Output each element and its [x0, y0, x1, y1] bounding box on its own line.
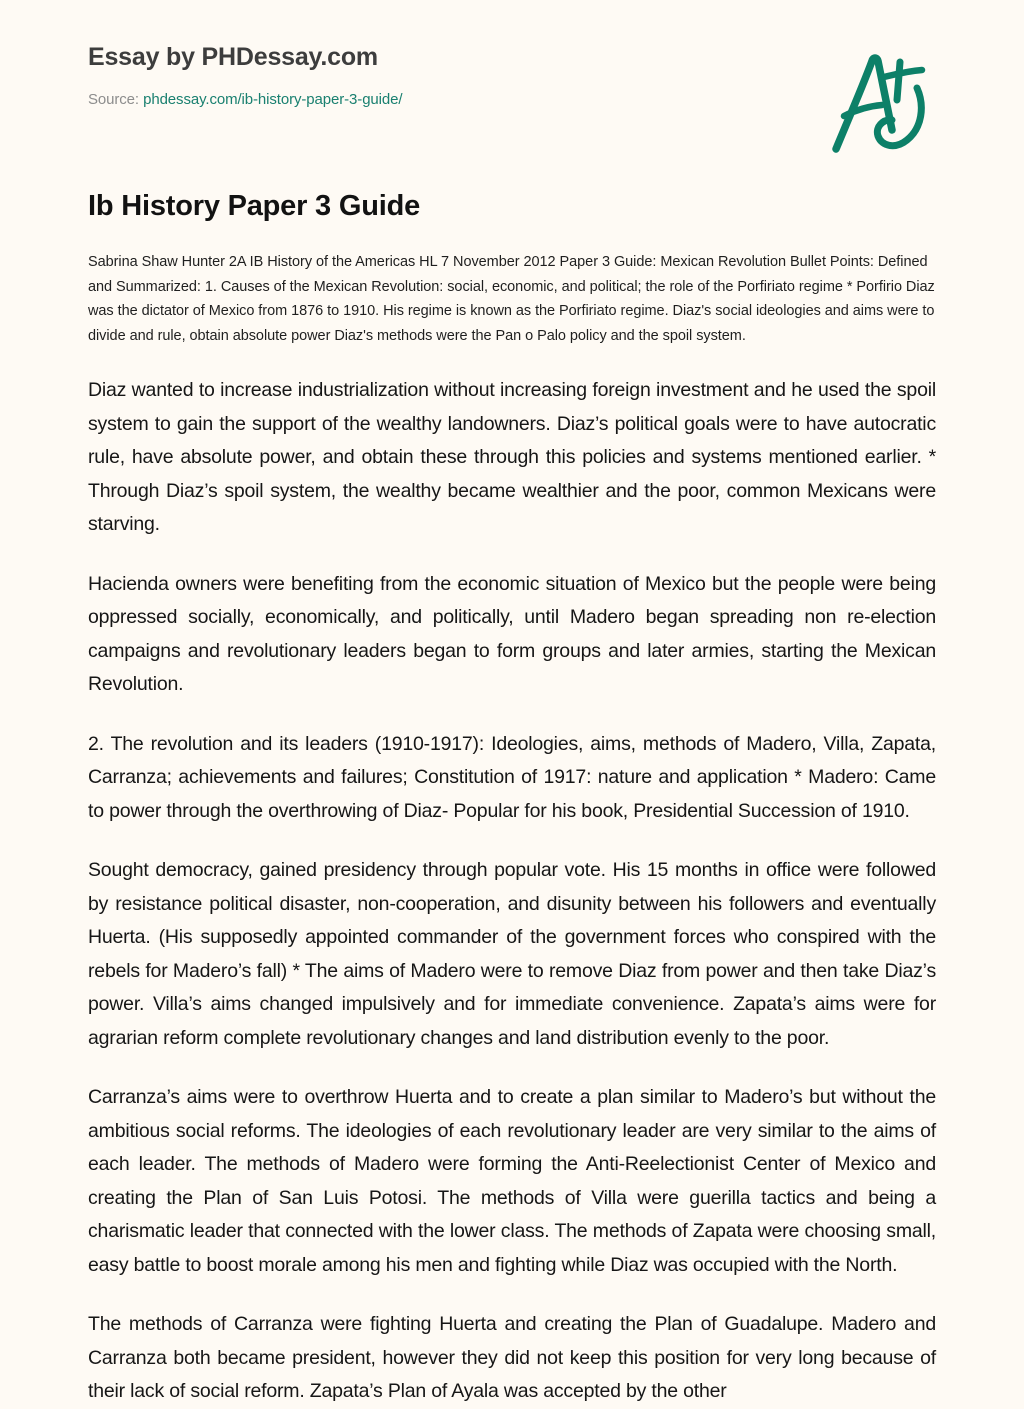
brand-title: Essay by PHDessay.com	[88, 43, 378, 71]
a-plus-logo-icon	[826, 48, 932, 158]
page-header	[0, 0, 1024, 140]
essay-paragraph: 2. The revolution and its leaders (1910-1917): Ideologies, aims, methods of Madero, Villa, Zapata, Carranza; achievements and failures; Constitution of 1917: nature and application * Madero: Came to power through the overthrowing of Diaz- Popular for his book, Presidential Succession of 1910.	[88, 732, 936, 822]
essay-paragraph: The methods of Carranza were fighting Huerta and creating the Plan of Guadalupe. Madero and Carranza both became president, however they did not keep this position for very long because of their lack of social reform. Zapata’s Plan of Ayala was accepted by the other	[88, 1313, 936, 1403]
page-title: Ib History Paper 3 Guide	[88, 190, 421, 222]
essay-paragraph: Hacienda owners were benefiting from the economic situation of Mexico but the people were being oppressed socially, economically, and politically, until Madero began spreading non re-election campaigns and revolutionary leaders began to form groups and later armies, starting the Mexican Revolution.	[88, 572, 936, 696]
essay-paragraph: Sought democracy, gained presidency through popular vote. His 15 months in office were followed by resistance political disaster, non-cooperation, and disunity between his followers and eventually Huerta. (His supposedly appointed commander of the government forces who conspired with the rebels for Madero’s fall) * The aims of Madero were to remove Diaz from power and then take Diaz’s power. Villa’s aims changed impulsively and for immediate convenience. Zapata’s aims were for agrarian reform complete revolutionary changes and land distribution evenly to the poor.	[88, 859, 936, 1049]
source-line	[88, 91, 936, 109]
essay-paragraph: Carranza’s aims were to overthrow Huerta and to create a plan similar to Madero’s but without the ambitious social reforms. The ideologies of each revolutionary leader are very similar to the aims of each leader. The methods of Madero were forming the Anti-Reelectionist Center of Mexico and creating the Plan of San Luis Potosi. The methods of Villa were guerilla tactics and being a charismatic leader that connected with the lower class. The methods of Zapata were choosing small, easy battle to boost morale among his men and fighting while Diaz was occupied with the North.	[88, 1086, 936, 1276]
essay-body	[0, 250, 1024, 1409]
source-label: Source:	[88, 91, 139, 108]
essay-paragraph: Diaz wanted to increase industrialization without increasing foreign investment and he used the spoil system to gain the support of the wealthy landowners. Diaz’s political goals were to have autocratic rule, have absolute power, and obtain these through this policies and systems mentioned earlier. * Through Diaz’s spoil system, the wealthy became wealthier and the poor, common Mexicans were starving.	[88, 379, 936, 536]
essay-lead-paragraph: Sabrina Shaw Hunter 2A IB History of the Americas HL 7 November 2012 Paper 3 Guide: Mexican Revolution Bullet Points: Defined and Summarized: 1. Causes of the Mexican Revolution: social, economic, and political; the role of the Porfiriato regime * Porfirio Diaz was the dictator of Mexico from 1876 to 1910. His regime is known as the Porfiriato regime. Diaz's social ideologies and aims were to divide and rule, obtain absolute power Diaz's methods were the Pan o Palo policy and the spoil system.	[88, 254, 935, 344]
source-url-link[interactable]: phdessay.com/ib-history-paper-3-guide/	[143, 91, 403, 108]
